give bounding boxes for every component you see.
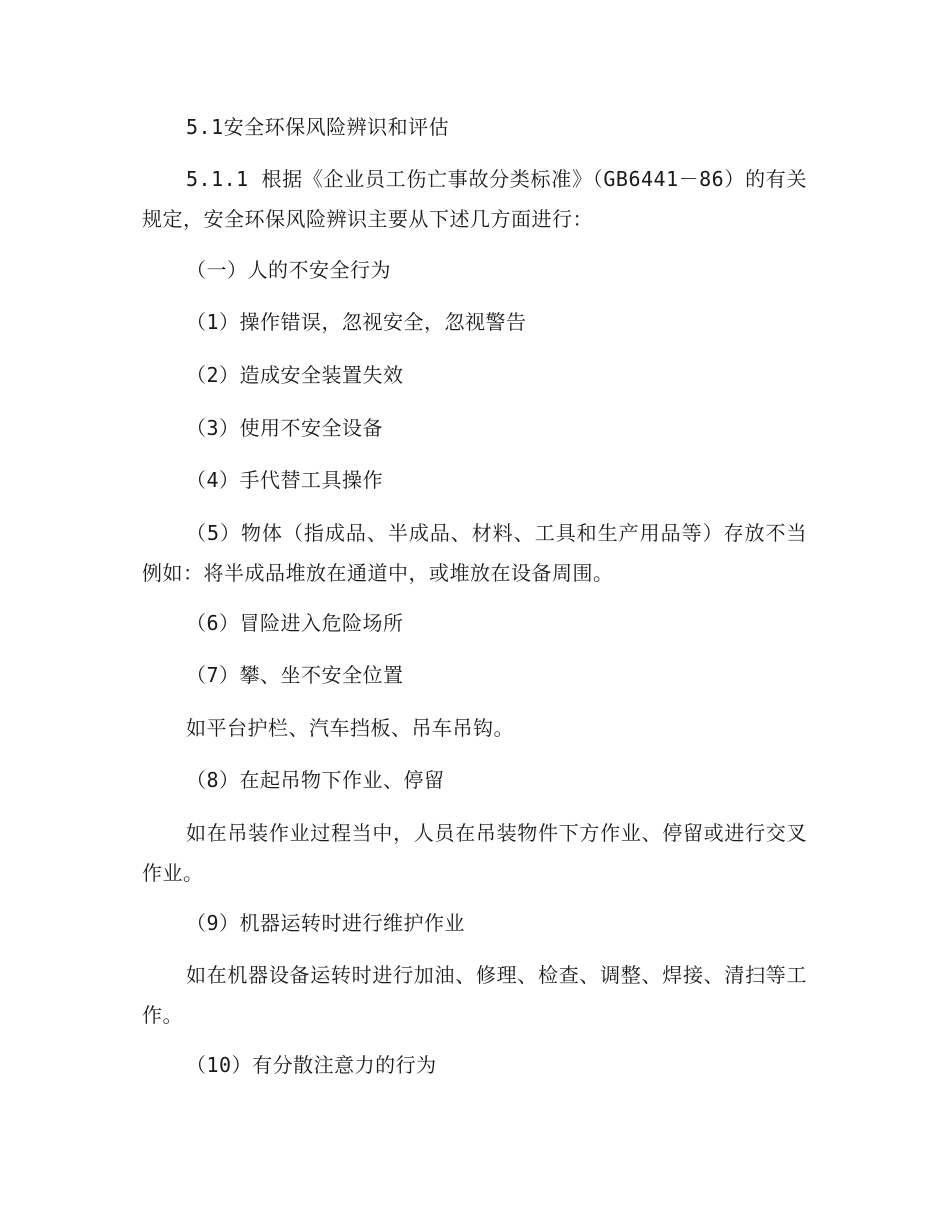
list-item-7-example: 如平台护栏、汽车挡板、吊车吊钩。	[186, 716, 514, 740]
list-item-7: （7）攀、坐不安全位置	[186, 663, 404, 687]
list-item-4: （4）手代替工具操作	[186, 468, 384, 492]
list-item-6: （6）冒险进入危险场所	[186, 611, 404, 635]
list-item-3: （3）使用不安全设备	[186, 416, 384, 440]
paragraph-standard-reference: 5.1.1 根据《企业员工伤亡事故分类标准》（GB6441－86）的有关规定，安全环保风险辨识主要从下述几方面进行：	[142, 167, 807, 231]
list-item-5: （5）物体（指成品、半成品、材料、工具和生产用品等）存放不当 例如：将半成品堆放在通道中，或堆放在设备周围。	[142, 521, 807, 585]
list-item-1: （1）操作错误，忽视安全，忽视警告	[186, 310, 527, 334]
list-item-9: （9）机器运转时进行维护作业	[186, 911, 466, 935]
list-item-9-example: 如在机器设备运转时进行加油、修理、检查、调整、焊接、清扫等工作。	[142, 963, 807, 1027]
list-item-8: （8）在起吊物下作业、停留	[186, 768, 445, 792]
section-heading: 5.1安全环保风险辨识和评估	[186, 115, 450, 139]
list-item-10: （10）有分散注意力的行为	[186, 1053, 437, 1077]
subsection-heading: （一）人的不安全行为	[186, 258, 391, 282]
list-item-8-example: 如在吊装作业过程当中，人员在吊装物件下方作业、停留或进行交叉作业。	[142, 821, 807, 885]
list-item-2: （2）造成安全装置失效	[186, 363, 404, 387]
